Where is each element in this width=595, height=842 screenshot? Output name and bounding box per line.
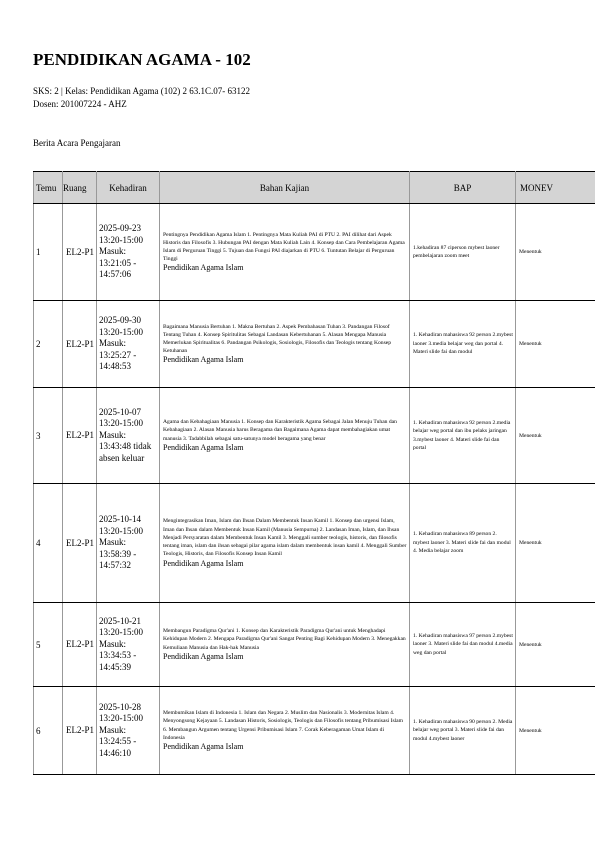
mata-kuliah-label: Pendidikan Agama Islam	[163, 651, 244, 661]
row-number: 6	[34, 687, 63, 775]
lecturer-line: Dosen: 201007224 - AHZ	[33, 99, 127, 109]
bahan-text: Pentingnya Pendidikan Agama Islam 1. Pentingnya Mata Kuliah PAI di PTU 2. PAI dilihat dari Aspek Historis dan Filosofis 3. Hubungan PAI dengan Mata Kuliah Lain 4. Konsep dan Cara Pembelajaran Agama Islam di Perguruan Tinggi 5. Tujuan dan Fungsi PAI diajarkan di PTU 6. Tuntutan Belajar di Perguruan Tinggi	[163, 231, 405, 263]
header-temu: Temu	[34, 172, 63, 204]
row-monev: Menentuk	[516, 687, 595, 775]
table-row	[34, 388, 595, 484]
row-monev: Menentuk	[516, 204, 595, 301]
row-bap: 1. Kehadiran mahasiswa 90 person 2. Media belajar weg portal 3. Materi slide fai dan modul 4.mybest laoner	[410, 687, 516, 775]
row-ruang: EL2-P1	[63, 603, 97, 687]
row-kehadiran: 2025-10-07 13:20-15:00 Masuk: 13:43:48 tidak absen keluar	[97, 388, 160, 484]
mata-kuliah-label: Pendidikan Agama Islam	[163, 741, 244, 751]
row-ruang: EL2-P1	[63, 484, 97, 603]
course-title: PENDIDIKAN AGAMA - 102	[33, 50, 251, 69]
table-row	[34, 603, 595, 687]
bahan-text: Mengintegrasikan Iman, Islam dan Ihsan Dalam Membentuk Insan Kamil 1. Konsep dan urgensi Islam, Iman dan Ihsan dalam Membentuk Insan Kamil (Manusia Sempurna) 2. Landasan Iman, Islam, dan Ihsan Menjadi Persyaratan dalam Membentuk Insan Kamil 3. Menggali sumber teologis, historis, dan filosofis tentang iman, islam dan ihsan sebagai pilar agama islam dalam membentuk insan kamil 4. Menggali Sumber Teologis, Historis, dan Filosofis Konsep Insan Kamil	[163, 518, 407, 558]
row-number: 5	[34, 603, 63, 687]
row-ruang: EL2-P1	[63, 687, 97, 775]
row-bahan-kajian	[160, 204, 410, 301]
row-kehadiran: 2025-10-28 13:20-15:00 Masuk: 13:24:55 - 14:46:10	[97, 687, 160, 775]
header-bahan-kajian: Bahan Kajian	[160, 172, 410, 204]
header-monev: MONEV	[516, 172, 595, 204]
teaching-record-table	[33, 171, 595, 775]
row-bap: 1. Kehadiran mahasiswa 92 person 2.mybest laoner 3.media belajar weg dan portal 4. Materi slide fai dan modul	[410, 301, 516, 388]
table-row	[34, 301, 595, 388]
row-bahan-kajian	[160, 687, 410, 775]
row-monev: Menentuk	[516, 388, 595, 484]
header-kehadiran: Kehadiran	[97, 172, 160, 204]
row-number: 4	[34, 484, 63, 603]
header-ruang: Ruang	[63, 172, 97, 204]
row-kehadiran: 2025-10-14 13:20-15:00 Masuk: 13:58:39 - 14:57:32	[97, 484, 160, 603]
row-ruang: EL2-P1	[63, 301, 97, 388]
row-bahan-kajian	[160, 484, 410, 603]
bahan-text: Agama dan Kebahagiaan Manusia 1. Konsep dan Karakteristik Agama Sebagai Jalan Menuju Tuhan dan Kebahagiaan 2. Alasan Manusia harus Beragama dan Bagaimana Agama dapat membahagiakan umat manusia 3. Tadabbilah sebagai satu-satunya model beragama yang benar	[163, 419, 397, 442]
mata-kuliah-label: Pendidikan Agama Islam	[163, 558, 244, 568]
bahan-text: Membangun Paradigma Qur'ani 1. Konsep dan Karakteristik Paradigma Qur'ani untuk Menghadapi Kehidupan Modern 2. Mengapa Paradigma Qur'ani Sangat Penting Bagi Kehidupan Modern 3. Menegakkan Kemuliaan Manusia dan Hak-hak Manusia	[163, 628, 406, 651]
bahan-text: Bagaimana Manusia Bertuhan 1. Makna Bertuhan 2. Aspek Pembahasan Tuhan 3. Pandangan Filosof Tentang Tuhan 4. Konsep Spiritulitas Sebagai Landasan Kebertuhanan 5. Alasan Mengapa Manusia Memerlukan Spiritualitas 6. Pandangan Psikologis, Sosiologis, Filosofis dan Teologis tentang Konsep Ketuhanan	[163, 323, 392, 355]
table-header-row	[34, 172, 595, 204]
row-ruang: EL2-P1	[63, 204, 97, 301]
row-bap: 1. Kehadiran mahasiswa 92 person 2.media belajar weg portal dan ibu pelaks jaringan 3.mybest laoner 4. Materi slide fai dan portal	[410, 388, 516, 484]
row-bahan-kajian	[160, 388, 410, 484]
mata-kuliah-label: Pendidikan Agama Islam	[163, 263, 244, 273]
row-bahan-kajian	[160, 301, 410, 388]
row-ruang: EL2-P1	[63, 388, 97, 484]
table-row	[34, 484, 595, 603]
row-monev: Menentuk	[516, 603, 595, 687]
mata-kuliah-label: Pendidikan Agama Islam	[163, 442, 244, 452]
row-kehadiran: 2025-10-21 13:20-15:00 Masuk: 13:34:53 - 14:45:39	[97, 603, 160, 687]
row-kehadiran: 2025-09-23 13:20-15:00 Masuk: 13:21:05 - 14:57:06	[97, 204, 160, 301]
section-title: Berita Acara Pengajaran	[33, 138, 121, 148]
row-monev: Menentuk	[516, 301, 595, 388]
row-bap: 1.kehadiran 87 ciperson mybest laoner pembelajaran zoom meet	[410, 204, 516, 301]
row-bap: 1. Kehadiran mahasiswa 97 person 2.mybest laoner 3. Materi slide fai dan modul 4.media weg dan portal	[410, 603, 516, 687]
row-number: 2	[34, 301, 63, 388]
row-number: 3	[34, 388, 63, 484]
row-bahan-kajian	[160, 603, 410, 687]
bahan-text: Membumikan Islam di Indonesia 1. Islam dan Negara 2. Muslim dan Nasionalis 3. Modernitas Islam 4. Menyongsong Kejayaan 5. Landasan Historis, Sosiologis, Teologis dan Filosofis tentang Pribumisasi Islam 6. Membangun Argumen tentang Urgensi Pribumisasi Islam 7. Corak Keberagaman Umat Islam di Indonesia	[163, 710, 404, 741]
header-bap: BAP	[410, 172, 516, 204]
row-monev: Menentuk	[516, 484, 595, 603]
table-row	[34, 204, 595, 301]
row-kehadiran: 2025-09-30 13:20-15:00 Masuk: 13:25:27 - 14:48:53	[97, 301, 160, 388]
row-number: 1	[34, 204, 63, 301]
table-row	[34, 687, 595, 775]
course-info-line: SKS: 2 | Kelas: Pendidikan Agama (102) 2 63.1C.07- 63122	[33, 86, 251, 96]
mata-kuliah-label: Pendidikan Agama Islam	[163, 355, 244, 365]
row-bap: 1. Kehadiran mahasiswa 89 person 2. mybest laoner 3. Materi slide fai dan modul 4. Media belajar zoom	[410, 484, 516, 603]
